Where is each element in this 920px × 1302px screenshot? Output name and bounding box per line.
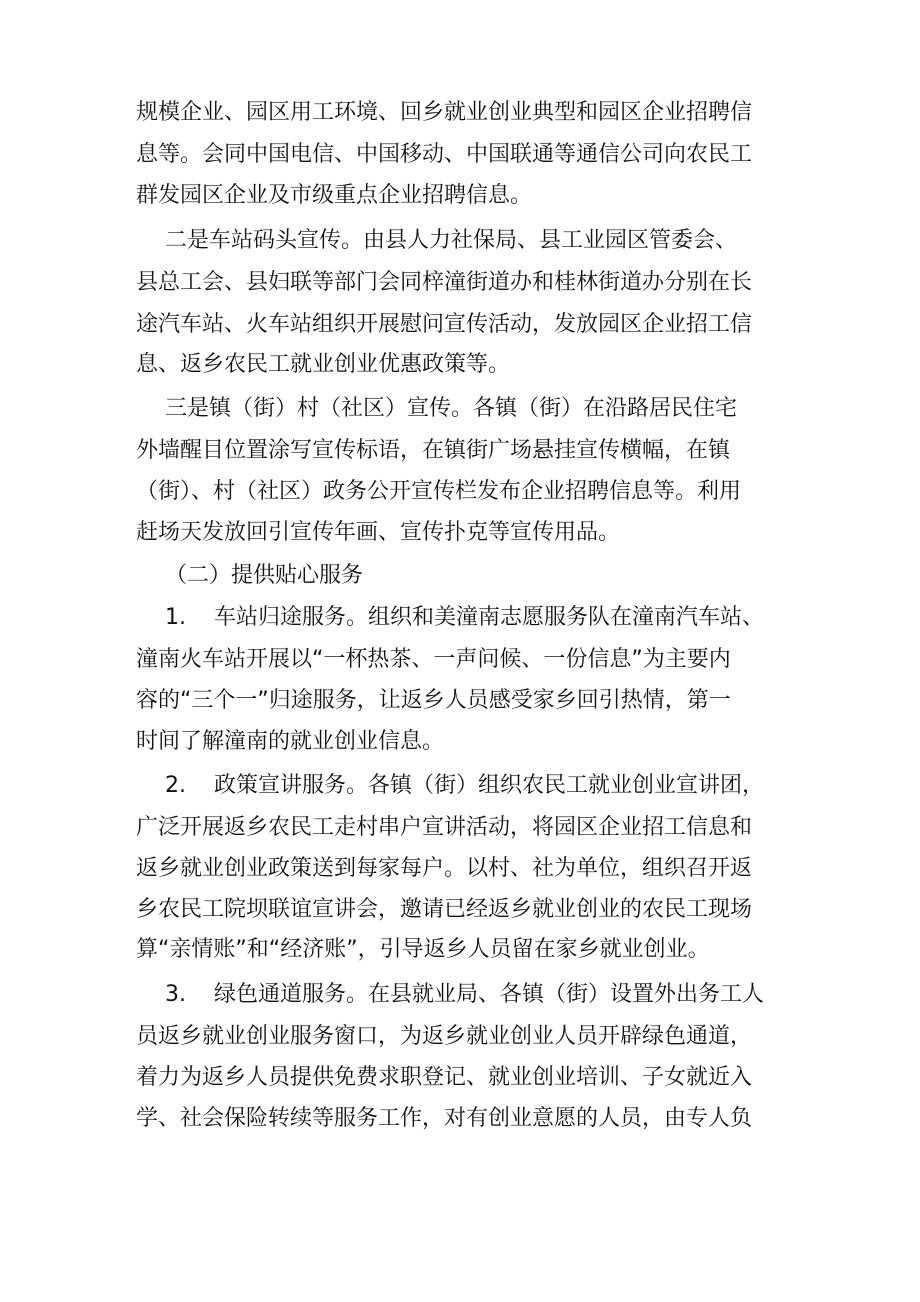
text-line: 员返乡就业创业服务窗口，为返乡就业创业人员开辟绿色通道， <box>136 1024 753 1049</box>
text-line: 赶场天发放回引宣传年画、宣传扑克等宣传用品。 <box>136 520 621 545</box>
text-line: 息等。会同中国电信、中国移动、中国联通等通信公司向农民工 <box>136 142 753 167</box>
list-item-heading: 3. 绿色通道服务。在县就业局、各镇（街）设置外出务工人 <box>165 982 764 1007</box>
text-line: 时间了解潼南的就业创业信息。 <box>136 729 445 754</box>
text-line: 学、社会保险转续等服务工作，对有创业意愿的人员，由专人负 <box>136 1106 753 1131</box>
text-line: 三是镇（街）村（社区）宣传。各镇（街）在沿路居民住宅 <box>165 396 738 421</box>
text-line: 途汽车站、火车站组织开展慰问宣传活动，发放园区企业招工信 <box>136 312 753 337</box>
list-item-heading: 2. 政策宣讲服务。各镇（街）组织农民工就业创业宣讲团， <box>165 773 764 798</box>
text-line: 规模企业、园区用工环境、回乡就业创业典型和园区企业招聘信 <box>136 100 753 125</box>
text-line: 广泛开展返乡农民工走村串户宣讲活动，将园区企业招工信息和 <box>136 815 753 840</box>
section-heading: （二）提供贴心服务 <box>165 563 364 588</box>
text-line: （街）、村（社区）政务公开宣传栏发布企业招聘信息等。利用 <box>136 479 742 504</box>
list-item-heading: 1. 车站归途服务。组织和美潼南志愿服务队在潼南汽车站、 <box>165 605 764 630</box>
text-line: 外墙醒目位置涂写宣传标语，在镇街广场悬挂宣传横幅，在镇 <box>136 438 731 463</box>
text-line: 潼南火车站开展以“一杯热茶、一声问候、一份信息”为主要内 <box>136 647 731 672</box>
text-line: 群发园区企业及市级重点企业招聘信息。 <box>136 183 533 208</box>
text-line: 返乡就业创业政策送到每家每户。以村、社为单位，组织召开返 <box>136 856 753 881</box>
text-line: 二是车站码头宣传。由县人力社保局、县工业园区管委会、 <box>165 228 738 253</box>
text-line: 算“亲情账”和“经济账”，引导返乡人员留在家乡就业创业。 <box>136 937 710 962</box>
text-line: 容的“三个一”归途服务，让返乡人员感受家乡回引热情，第一 <box>136 688 731 713</box>
text-line: 乡农民工院坝联谊宣讲会，邀请已经返乡就业创业的农民工现场 <box>136 897 753 922</box>
text-line: 县总工会、县妇联等部门会同梓潼街道办和桂林街道办分别在长 <box>136 270 753 295</box>
text-line: 息、返乡农民工就业创业优惠政策等。 <box>136 352 511 377</box>
text-line: 着力为返乡人员提供免费求职登记、就业创业培训、子女就近入 <box>136 1065 753 1090</box>
